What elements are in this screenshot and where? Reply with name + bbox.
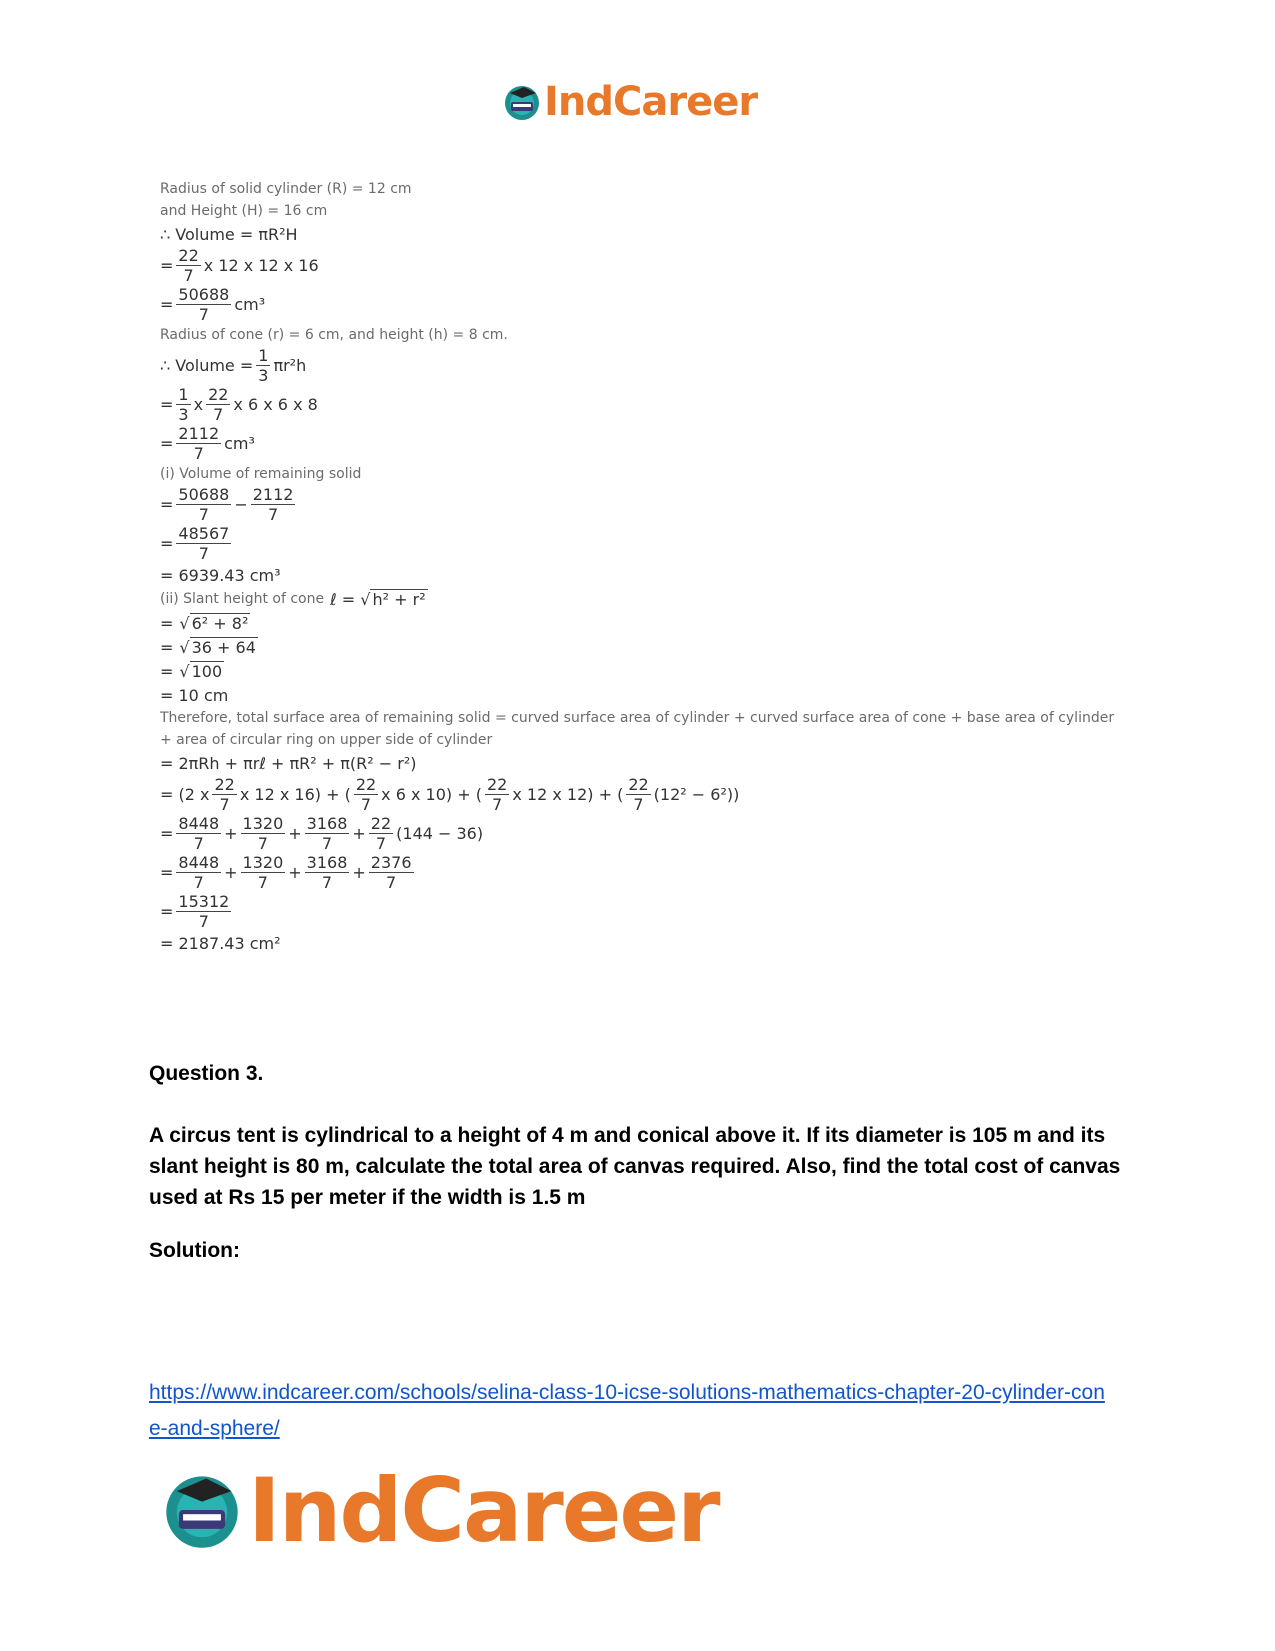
fraction: $\frac{22}{7}$ bbox=[208, 385, 229, 424]
solution-line: (i) Volume of remaining solid bbox=[160, 466, 362, 482]
equation-line: = √ 100 bbox=[160, 661, 223, 681]
equation-text: x 12 x 12) + ( bbox=[512, 785, 624, 804]
fraction: $\frac{8448}{7}$ bbox=[178, 814, 220, 853]
equals-sign: = bbox=[160, 824, 174, 843]
equation-text: ∴ Volume = bbox=[160, 356, 254, 375]
fraction: $\frac{2112}{7}$ bbox=[252, 485, 294, 524]
logo-text: IndCareer bbox=[248, 1458, 719, 1562]
equals-sign: = bbox=[160, 495, 174, 514]
equals-sign: = bbox=[160, 256, 174, 275]
fraction: $\frac{22}{7}$ bbox=[628, 775, 649, 814]
solution-line: and Height (H) = 16 cm bbox=[160, 203, 328, 219]
equation-line: = 6939.43 cm³ bbox=[160, 565, 281, 585]
equals-sign: = bbox=[160, 534, 174, 553]
equals-sign: = bbox=[160, 661, 174, 681]
equals-sign: = bbox=[160, 395, 174, 414]
equation-line: = 2πRh + πrℓ + πR² + π(R² − r²) bbox=[160, 753, 417, 773]
equation-line: = 10 cm bbox=[160, 685, 229, 705]
fraction: $\frac{3168}{7}$ bbox=[306, 814, 348, 853]
equation-text: cm³ bbox=[234, 295, 266, 314]
solution-line: Radius of cone (r) = 6 cm, and height (h) = 8 cm. bbox=[160, 327, 508, 343]
fraction: $\frac{2376}{7}$ bbox=[370, 853, 412, 892]
equation-text: x 6 x 6 x 8 bbox=[233, 395, 318, 414]
equation-text: x bbox=[193, 395, 204, 414]
equation-line: = $\frac{8448}{7}$ + $\frac{1320}{7}$ + $\frac{3168}{7}$ + $\frac{22}{7}$ (144 − 36) bbox=[160, 814, 484, 853]
fraction: $\frac{22}{7}$ bbox=[355, 775, 377, 814]
equation-text: x 6 x 10) + ( bbox=[381, 785, 482, 804]
question-text: A circus tent is cylindrical to a height of 4 m and conical above it. If its diameter is 105 m and its slant height is 80 m, calculate the total area of canvas required. Also, find the total cost of canvas used at Rs 15 per meter if the width is 1.5 m bbox=[149, 1124, 1121, 1209]
equation-text: − bbox=[234, 495, 248, 514]
fraction: $\frac{22}{7}$ bbox=[370, 814, 392, 853]
fraction: $\frac{1320}{7}$ bbox=[242, 814, 284, 853]
graduate-globe-icon bbox=[502, 82, 542, 122]
solution-text: (ii) Slant height of cone bbox=[160, 591, 325, 607]
solution-label: Solution: bbox=[149, 1239, 240, 1262]
radicand: 6² + 8² bbox=[191, 614, 249, 633]
fraction: $\frac{22}{7}$ bbox=[214, 775, 235, 814]
equation-line: = $\frac{8448}{7}$ + $\frac{1320}{7}$ + $\frac{3168}{7}$ + $\frac{2376}{7}$ bbox=[160, 853, 412, 892]
fraction: $\frac{1}{3}$ bbox=[258, 346, 269, 385]
equation-line: = 2187.43 cm² bbox=[160, 933, 281, 953]
equation-text: (144 − 36) bbox=[396, 824, 484, 843]
equation-line: = √ 6² + 8² bbox=[160, 613, 249, 633]
radicand: h² + r² bbox=[372, 590, 426, 609]
fraction: $\frac{22}{7}$ bbox=[486, 775, 508, 814]
fraction: $\frac{1320}{7}$ bbox=[242, 853, 284, 892]
fraction: $\frac{1}{3}$ bbox=[178, 385, 189, 424]
equation-line bbox=[160, 892, 1120, 931]
fraction: $\frac{50688}{7}$ bbox=[178, 485, 230, 524]
source-link[interactable]: https://www.indcareer.com/schools/selina-class-10-icse-solutions-mathematics-chapter-20-cylinder-cone-and-sphere/ bbox=[149, 1381, 1105, 1440]
equals-sign: = bbox=[160, 613, 174, 633]
equals-sign: = bbox=[160, 863, 174, 882]
fraction: $\frac{8448}{7}$ bbox=[178, 853, 220, 892]
solution-block bbox=[160, 178, 1120, 955]
fraction: $\frac{15312}{7}$ bbox=[178, 892, 230, 931]
fraction: $\frac{50688}{7}$ bbox=[178, 285, 230, 324]
indcareer-logo-bottom bbox=[160, 1458, 719, 1562]
equation-text: x 12 x 12 x 16 bbox=[203, 256, 319, 275]
fraction: $\frac{3168}{7}$ bbox=[306, 853, 348, 892]
equation-line: = √ 36 + 64 bbox=[160, 637, 256, 657]
indcareer-logo-top bbox=[502, 78, 757, 126]
equation-line bbox=[160, 485, 1120, 524]
graduate-globe-icon bbox=[160, 1468, 244, 1552]
equation-line bbox=[160, 775, 1120, 814]
equation-text: cm³ bbox=[224, 434, 255, 453]
equals-sign: = bbox=[160, 637, 174, 657]
equation-text: (12² − 6²)) bbox=[653, 785, 740, 804]
solution-line: Radius of solid cylinder (R) = 12 cm bbox=[160, 181, 412, 197]
equation-line bbox=[160, 285, 1120, 324]
equation-line bbox=[160, 346, 1120, 385]
equation-text: = (2 x bbox=[160, 785, 210, 804]
equation-line bbox=[160, 524, 1120, 563]
equation-text: πr²h bbox=[273, 356, 307, 375]
equation-text: x 12 x 16) + ( bbox=[239, 785, 351, 804]
fraction: $\frac{48567}{7}$ bbox=[178, 524, 230, 563]
equation-line bbox=[160, 246, 1120, 285]
equation-line bbox=[160, 587, 1120, 611]
equals-sign: = bbox=[160, 902, 174, 921]
equals-sign: = bbox=[160, 295, 174, 314]
equation-line bbox=[160, 424, 1120, 463]
radicand: 100 bbox=[191, 662, 223, 681]
solution-line: Therefore, total surface area of remaining solid = curved surface area of cylinder + curved surface area of cone + base area of cylinder + area of circular ring on upper side of cylinder bbox=[160, 710, 1115, 748]
equation-text: ℓ = √ bbox=[330, 589, 371, 609]
question-heading: Question 3. bbox=[149, 1062, 264, 1085]
equals-sign: = bbox=[160, 434, 174, 453]
logo-text: IndCareer bbox=[544, 79, 758, 125]
radicand: 36 + 64 bbox=[191, 638, 256, 657]
fraction: $\frac{22}{7}$ bbox=[178, 246, 199, 285]
equation-line bbox=[160, 385, 1120, 424]
fraction: $\frac{2112}{7}$ bbox=[178, 424, 220, 463]
equation-line: ∴ Volume = πR²H bbox=[160, 224, 298, 244]
